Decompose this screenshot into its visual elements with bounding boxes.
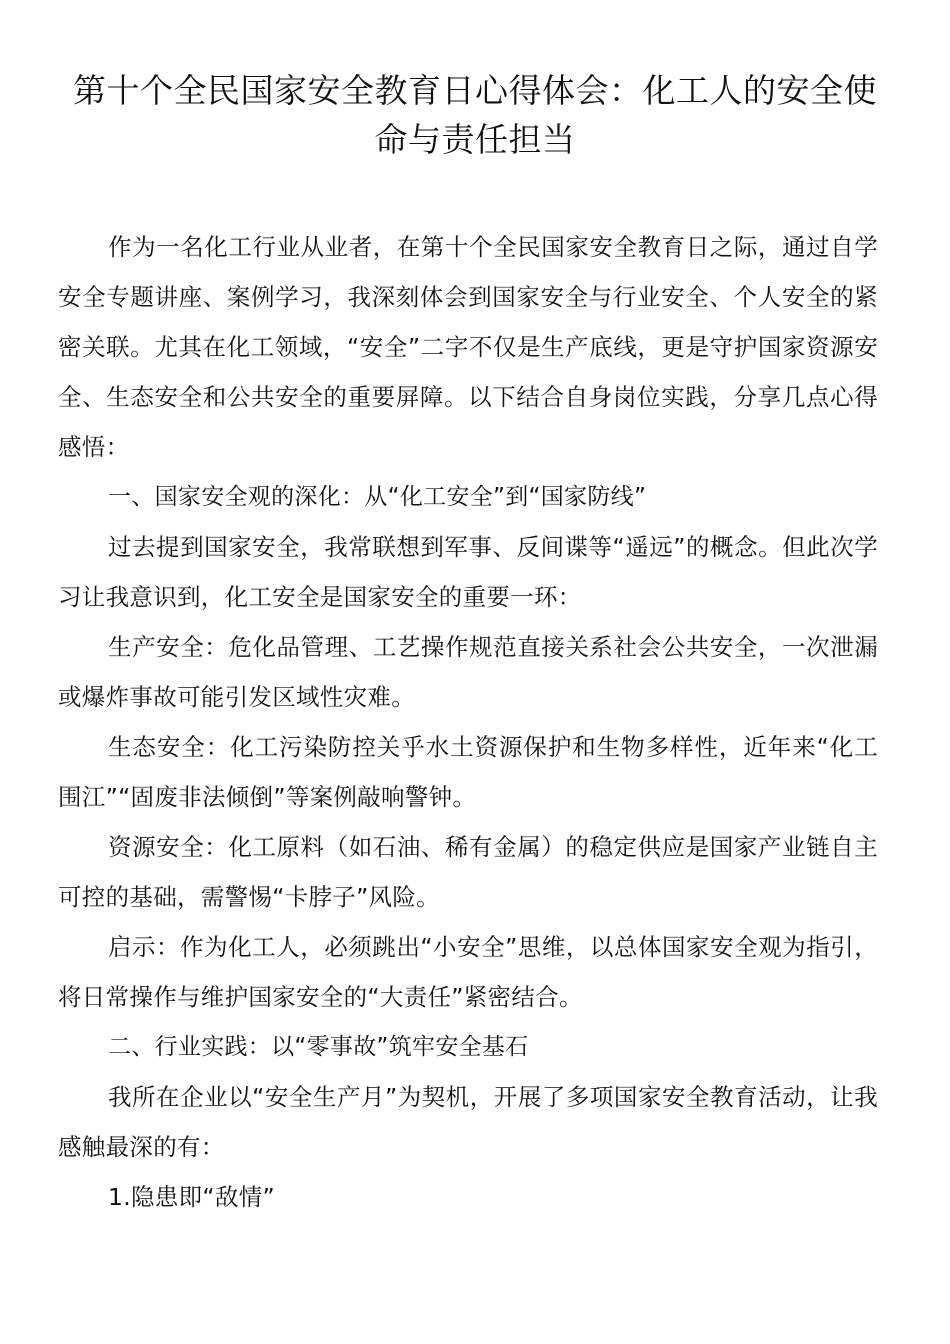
document-title: 第十个全民国家安全教育日心得体会：化工人的安全使命与责任担当 xyxy=(73,71,877,159)
section-1-paragraph: 过去提到国家安全，我常联想到军事、反间谍等“遥远”的概念。但此次学习让我意识到，化工安全是国家安全的重要一环： xyxy=(58,533,878,611)
document-body xyxy=(58,222,878,1222)
section-heading-1: 一、国家安全观的深化：从“化工安全”到“国家防线” xyxy=(108,484,647,510)
list-item-1: 1.隐患即“敌情” xyxy=(108,1183,275,1211)
intro-paragraph: 作为一名化工行业从业者，在第十个全民国家安全教育日之际，通过自学安全专题讲座、案例学习，我深刻体会到国家安全与行业安全、个人安全的紧密关联。尤其在化工领域，“安全”二字不仅是生产底线，更是守护国家资源安全、生态安全和公共安全的重要屏障。以下结合自身岗位实践，分享几点心得感悟： xyxy=(58,233,878,461)
section-2-paragraph: 我所在企业以“安全生产月”为契机，开展了多项国家安全教育活动，让我感触最深的有： xyxy=(58,1083,878,1161)
insight-paragraph: 启示：作为化工人，必须跳出“小安全”思维，以总体国家安全观为指引，将日常操作与维护国家安全的“大责任”紧密结合。 xyxy=(58,933,878,1011)
ecological-safety-paragraph: 生态安全：化工污染防控关乎水土资源保护和生物多样性，近年来“化工围江”“固废非法倾倒”等案例敲响警钟。 xyxy=(58,733,878,811)
production-safety-paragraph: 生产安全：危化品管理、工艺操作规范直接关系社会公共安全，一次泄漏或爆炸事故可能引发区域性灾难。 xyxy=(58,633,878,711)
resource-safety-paragraph: 资源安全：化工原料（如石油、稀有金属）的稳定供应是国家产业链自主可控的基础，需警惕“卡脖子”风险。 xyxy=(58,833,878,911)
section-heading-2: 二、行业实践：以“零事故”筑牢安全基石 xyxy=(108,1034,529,1060)
